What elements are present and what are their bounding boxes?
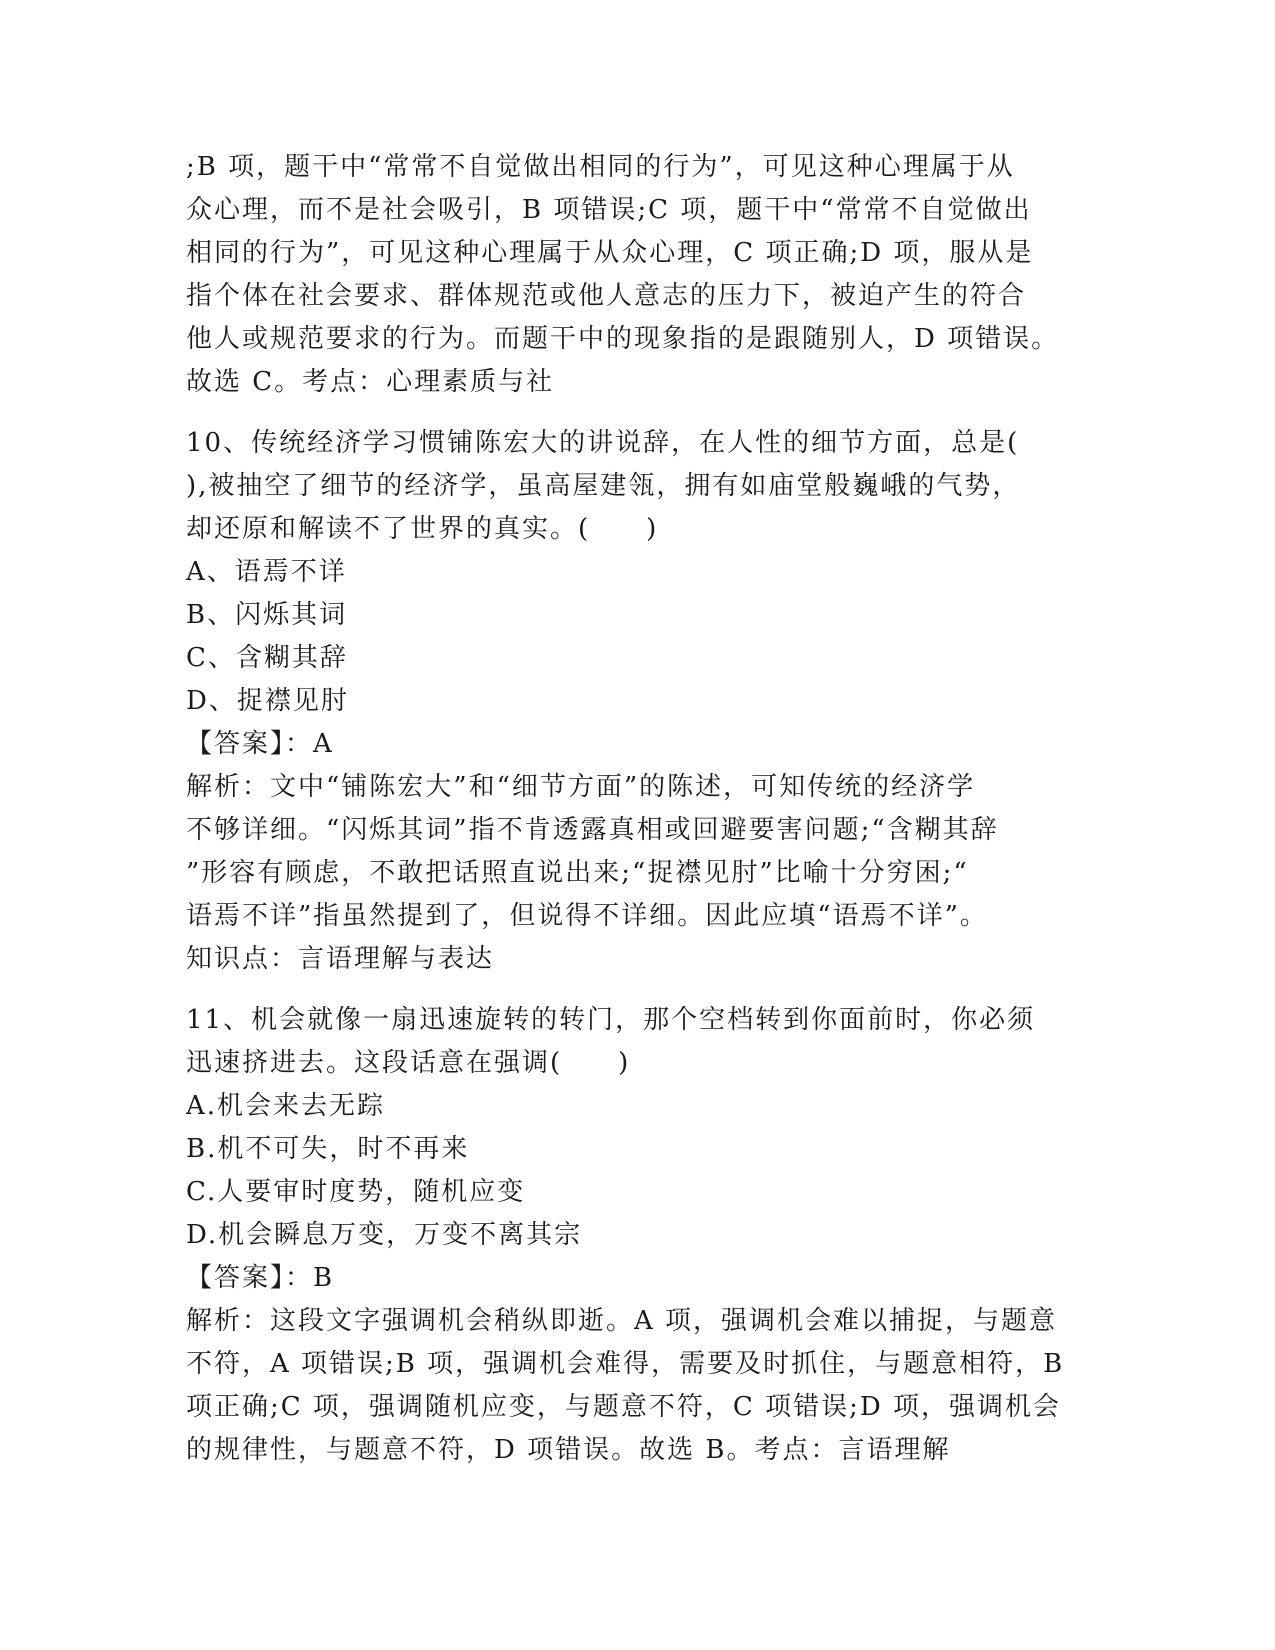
question-9-analysis-tail	[186, 146, 1086, 404]
question-stem-line: 11、机会就像一扇迅速旋转的转门，那个空档转到你面前时，你必须	[186, 1005, 1036, 1035]
text-line: ;B 项，题干中“常常不自觉做出相同的行为”，可见这种心理属于从	[186, 152, 1015, 182]
question-stem-line: 迅速挤进去。这段话意在强调( )	[186, 1048, 631, 1078]
analysis-line: 解析：这段文字强调机会稍纵即逝。A 项，强调机会难以捕捉，与题意	[186, 1306, 1058, 1336]
question-stem-line: ),被抽空了细节的经济学，虽高屋建瓴，拥有如庙堂般巍峨的气势，	[186, 471, 1021, 501]
paragraph-gap	[186, 404, 1086, 422]
text-line: 指个体在社会要求、群体规范或他人意志的压力下，被迫产生的符合	[186, 281, 1027, 311]
option-d: D.机会瞬息万变，万变不离其宗	[186, 1220, 583, 1250]
question-stem-line: 却还原和解读不了世界的真实。( )	[186, 514, 659, 544]
paragraph-gap	[186, 981, 1086, 999]
question-stem-line: 10、传统经济学习惯铺陈宏大的讲说辞，在人性的细节方面，总是(	[186, 428, 1020, 458]
analysis-line: 语焉不详”指虽然提到了，但说得不详细。因此应填“语焉不详”。	[186, 901, 988, 931]
text-line: 他人或规范要求的行为。而题干中的现象指的是跟随别人，D 项错误。	[186, 324, 1060, 354]
text-line: 相同的行为”，可见这种心理属于从众心理，C 项正确;D 项，服从是	[186, 238, 1034, 268]
question-10	[186, 422, 1086, 981]
text-line: 故选 C。考点：心理素质与社	[186, 367, 555, 397]
option-c: C、含糊其辞	[186, 643, 348, 673]
analysis-line: 不符，A 项错误;B 项，强调机会难得，需要及时抓住，与题意相符，B	[186, 1349, 1065, 1379]
question-11	[186, 999, 1086, 1472]
text-line: 众心理，而不是社会吸引，B 项错误;C 项，题干中“常常不自觉做出	[186, 195, 1032, 225]
option-b: B.机不可失，时不再来	[186, 1134, 470, 1164]
analysis-line: 知识点：言语理解与表达	[186, 944, 495, 974]
option-a: A、语焉不详	[186, 557, 347, 587]
answer-line: 【答案】：A	[186, 729, 334, 759]
analysis-line: 解析：文中“铺陈宏大”和“细节方面”的陈述，可知传统的经济学	[186, 772, 976, 802]
option-c: C.人要审时度势，随机应变	[186, 1177, 526, 1207]
option-d: D、捉襟见肘	[186, 686, 349, 716]
answer-line: 【答案】：B	[186, 1263, 335, 1293]
analysis-line: ”形容有顾虑，不敢把话照直说出来;“捉襟见肘”比喻十分穷困;“	[186, 858, 969, 888]
analysis-line: 项正确;C 项，强调随机应变，与题意不符，C 项错误;D 项，强调机会	[186, 1392, 1061, 1422]
document-body	[186, 146, 1086, 1472]
analysis-line: 的规律性，与题意不符，D 项错误。故选 B。考点：言语理解	[186, 1435, 951, 1465]
option-b: B、闪烁其词	[186, 600, 348, 630]
analysis-line: 不够详细。“闪烁其词”指不肯透露真相或回避要害问题;“含糊其辞	[186, 815, 999, 845]
option-a: A.机会来去无踪	[186, 1091, 386, 1121]
